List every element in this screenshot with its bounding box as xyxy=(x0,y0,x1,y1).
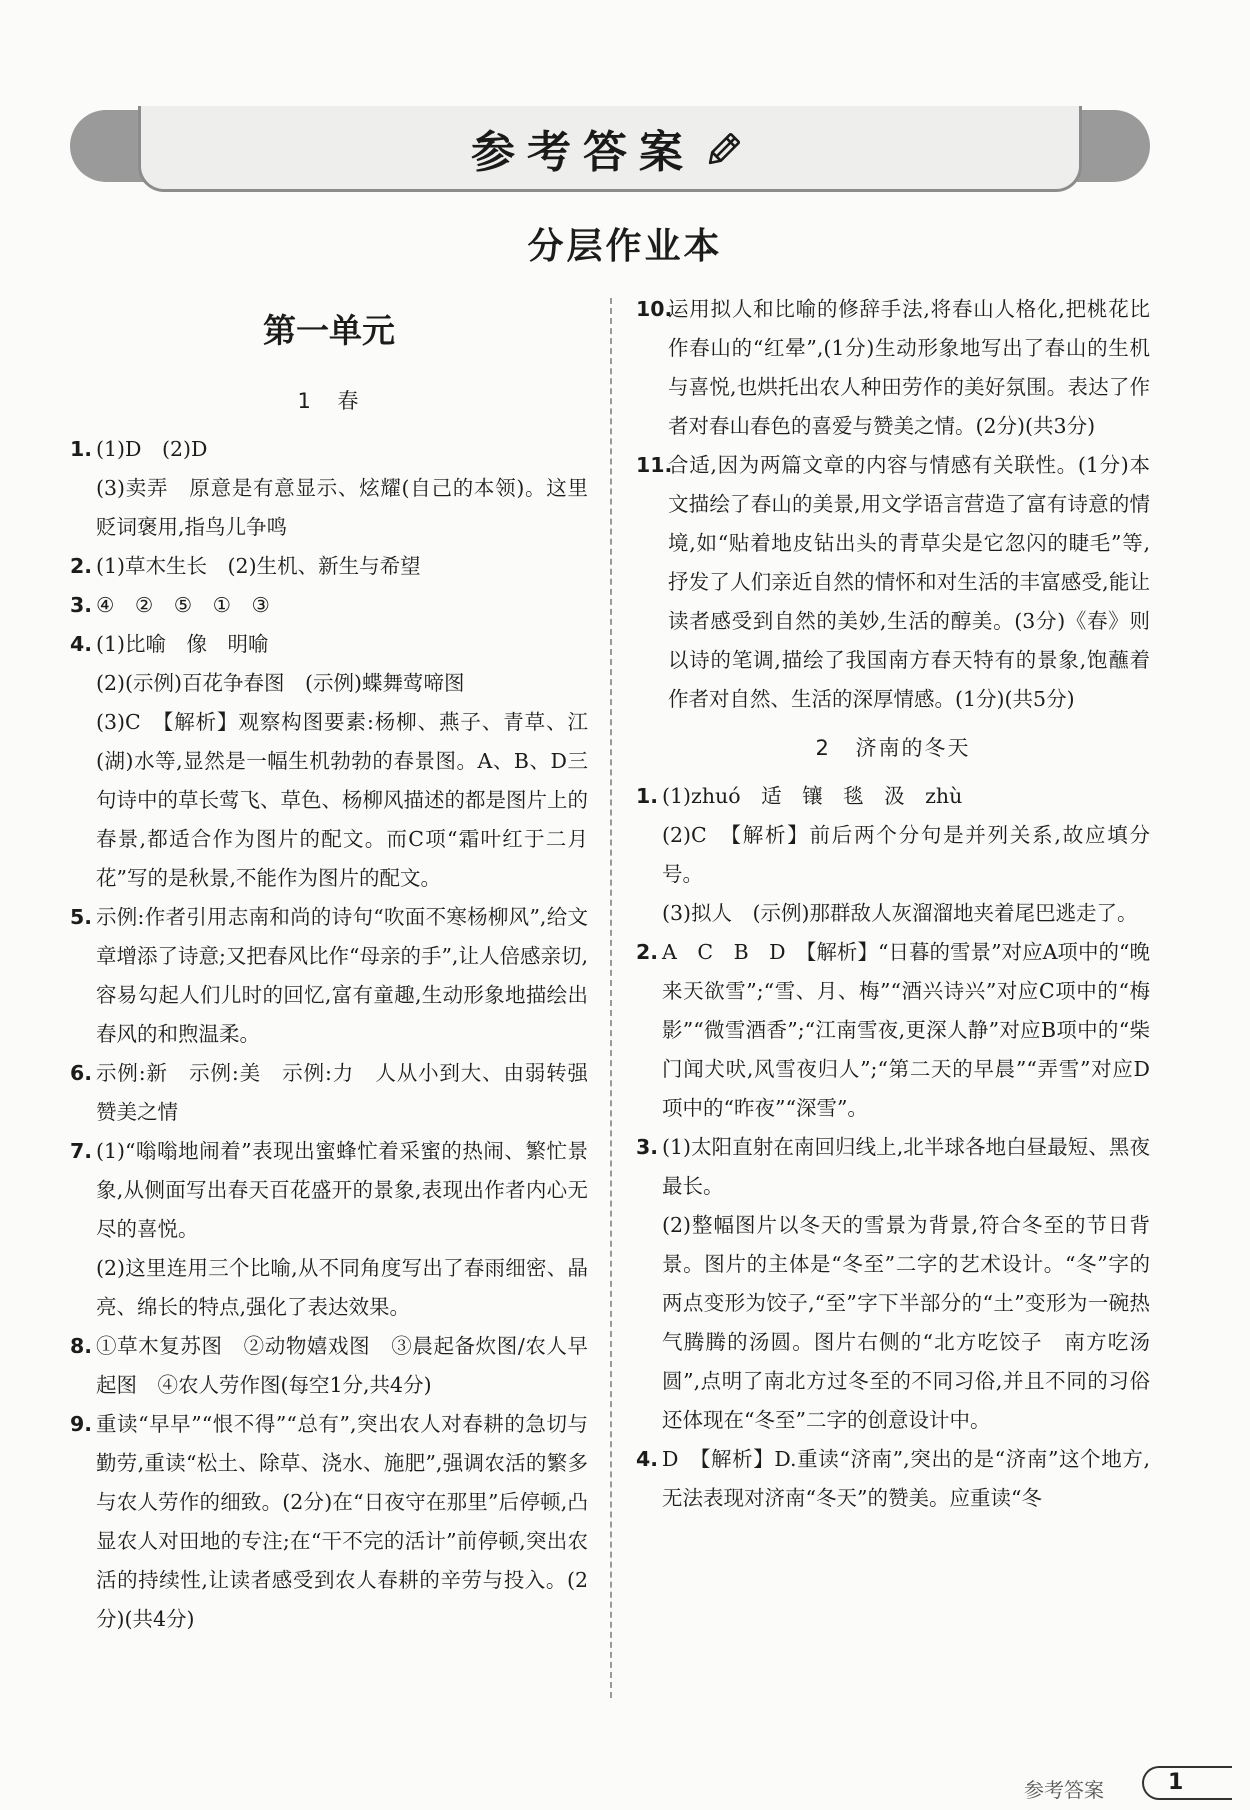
lesson-number: 2 xyxy=(815,736,831,760)
answer-line: ①草木复苏图 ②动物嬉戏图 ③晨起备炊图/农人早起图 ④农人劳作图(每空1分,共4分) xyxy=(96,1334,588,1397)
answer-list-right-b xyxy=(636,777,1150,1518)
answer-number: 9. xyxy=(70,1412,93,1436)
lesson-name: 春 xyxy=(337,389,361,413)
answer-number: 1. xyxy=(636,784,659,808)
answer-line: (1)zhuó 适 镶 毯 汲 zhù xyxy=(662,784,963,808)
answer-body xyxy=(96,430,588,547)
lesson-number: 1 xyxy=(297,389,313,413)
answer-body xyxy=(96,1405,588,1639)
answer-number: 6. xyxy=(70,1061,93,1085)
answer-body xyxy=(96,1327,588,1405)
pencil-icon xyxy=(701,124,749,172)
book-title: 分层作业本 xyxy=(527,226,723,267)
lesson-title-2 xyxy=(636,719,1150,777)
answer-line: (1)草木生长 (2)生机、新生与希望 xyxy=(96,554,421,578)
header-banner xyxy=(70,106,1150,196)
answer-line: (3)C 【解析】观察构图要素:杨柳、燕子、青草、江(湖)水等,显然是一幅生机勃勃的春景图。A、B、D三句诗中的草长莺飞、草色、杨柳风描述的都是图片上的春景,都适合作为图片的配文。而C项“霜叶红于二月花”写的是秋景,不能作为图片的配文。 xyxy=(96,710,588,890)
answer-number: 4. xyxy=(636,1447,659,1471)
answer-item xyxy=(70,1405,588,1639)
answer-number: 1. xyxy=(70,437,93,461)
answer-body xyxy=(96,1132,588,1327)
answer-item xyxy=(70,547,588,586)
lesson-name: 济南的冬天 xyxy=(855,736,971,760)
column-divider xyxy=(610,298,612,1698)
answer-line: (2)整幅图片以冬天的雪景为背景,符合冬至的节日背景。图片的主体是“冬至”二字的艺术设计。“冬”字的两点变形为饺子,“至”字下半部分的“土”变形为一碗热气腾腾的汤圆。图片右侧的“北方吃饺子 南方吃汤圆”,点明了南北方过冬至的不同习俗,并且不同的习俗还体现在“冬至”二字的创意设计中。 xyxy=(662,1213,1150,1432)
page-number: 1 xyxy=(1142,1766,1232,1800)
answer-number: 10. xyxy=(636,297,673,321)
answer-number: 2. xyxy=(636,940,659,964)
answer-body xyxy=(96,898,588,1054)
answer-number: 2. xyxy=(70,554,93,578)
answer-body xyxy=(96,625,588,898)
answer-line: 重读“早早”“恨不得”“总有”,突出农人对春耕的急切与勤劳,重读“松土、除草、浇水、施肥”,强调农活的繁多与农人劳作的细致。(2分)在“日夜守在那里”后停顿,凸显农人对田地的专注;在“干不完的活计”前停顿,突出农活的持续性,让读者感受到农人春耕的辛劳与投入。(2分)(共4分) xyxy=(96,1412,588,1631)
answer-body xyxy=(662,1440,1150,1518)
answer-item xyxy=(70,1327,588,1405)
answer-line: (1)“嗡嗡地闹着”表现出蜜蜂忙着采蜜的热闹、繁忙景象,从侧面写出春天百花盛开的景象,表现出作者内心无尽的喜悦。 xyxy=(96,1139,588,1241)
left-column xyxy=(70,290,609,1639)
answer-body xyxy=(668,290,1150,446)
answer-number: 8. xyxy=(70,1334,93,1358)
answer-item xyxy=(636,290,1150,446)
answer-body xyxy=(662,777,1150,933)
footer-label: 参考答案 xyxy=(1024,1778,1104,1802)
banner-plate xyxy=(138,106,1082,192)
answer-line: 示例:新 示例:美 示例:力 人从小到大、由弱转强 赞美之情 xyxy=(96,1061,609,1124)
answer-item xyxy=(70,625,588,898)
answer-number: 5. xyxy=(70,905,93,929)
answer-item xyxy=(636,1440,1150,1518)
answer-list-right-a xyxy=(636,290,1150,719)
answer-number: 4. xyxy=(70,632,93,656)
answer-line: (3)卖弄 原意是有意显示、炫耀(自己的本领)。这里贬词褒用,指鸟儿争鸣 xyxy=(96,476,588,539)
answer-line: D 【解析】D.重读“济南”,突出的是“济南”这个地方,无法表现对济南“冬天”的赞美。应重读“冬 xyxy=(662,1447,1150,1510)
answer-number: 3. xyxy=(70,593,93,617)
answer-list-left xyxy=(70,430,609,1639)
answer-item xyxy=(70,898,588,1054)
answer-item xyxy=(636,777,1150,933)
answer-body xyxy=(96,1054,609,1132)
answer-item xyxy=(70,1054,609,1132)
answer-body xyxy=(662,1128,1150,1440)
answer-item xyxy=(636,1128,1150,1440)
answer-number: 11. xyxy=(636,453,673,477)
answer-line: (2)(示例)百花争春图 (示例)蝶舞莺啼图 xyxy=(96,671,465,695)
answer-body xyxy=(96,547,588,586)
answer-line: 合适,因为两篇文章的内容与情感有关联性。(1分)本文描绘了春山的美景,用文学语言营造了富有诗意的情境,如“贴着地皮钻出头的青草尖是它忽闪的睫毛”等,抒发了人们亲近自然的情怀和对生活的丰富感受,能让读者感受到自然的美妙,生活的醇美。(3分)《春》则以诗的笔调,描绘了我国南方春天特有的景象,饱蘸着作者对自然、生活的深厚情感。(1分)(共5分) xyxy=(668,453,1150,711)
answer-line: (2)这里连用三个比喻,从不同角度写出了春雨细密、晶亮、绵长的特点,强化了表达效果。 xyxy=(96,1256,588,1319)
answer-line: (2)C 【解析】前后两个分句是并列关系,故应填分号。 xyxy=(662,823,1150,886)
answer-line: (1)太阳直射在南回归线上,北半球各地白昼最短、黑夜最长。 xyxy=(662,1135,1150,1198)
answer-line: ④ ② ⑤ ① ③ xyxy=(96,593,270,617)
answer-body xyxy=(662,933,1150,1128)
answer-number: 3. xyxy=(636,1135,659,1159)
answer-line: (1)比喻 像 明喻 xyxy=(96,632,269,656)
answer-item xyxy=(636,933,1150,1128)
answer-item xyxy=(70,430,588,547)
banner-title: 参考答案 xyxy=(471,126,695,178)
answer-line: 运用拟人和比喻的修辞手法,将春山人格化,把桃花比作春山的“红晕”,(1分)生动形象地写出了春山的生机与喜悦,也烘托出农人种田劳作的美好氛围。表达了作者对春山春色的喜爱与赞美之情。(2分)(共3分) xyxy=(668,297,1150,438)
answer-line: (3)拟人 (示例)那群敌人灰溜溜地夹着尾巴逃走了。 xyxy=(662,901,1138,925)
answer-line: A C B D 【解析】“日暮的雪景”对应A项中的“晚来天欲雪”;“雪、月、梅”“酒兴诗兴”对应C项中的“梅影”“微雪酒香”;“江南雪夜,更深人静”对应B项中的“柴门闻犬吠,风雪夜归人”;“第二天的早晨”“弄雪”对应D项中的“昨夜”“深雪”。 xyxy=(662,940,1150,1120)
answer-body xyxy=(96,586,588,625)
lesson-title-1 xyxy=(70,372,588,430)
answer-item xyxy=(70,586,588,625)
answer-number: 7. xyxy=(70,1139,93,1163)
answer-body xyxy=(668,446,1150,719)
answer-item xyxy=(70,1132,588,1327)
unit-title: 第一单元 xyxy=(263,311,395,350)
answer-item xyxy=(636,446,1150,719)
answer-line: (1)D (2)D xyxy=(96,437,208,461)
answer-line: 示例:作者引用志南和尚的诗句“吹面不寒杨柳风”,给文章增添了诗意;又把春风比作“母亲的手”,让人倍感亲切,容易勾起人们儿时的回忆,富有童趣,生动形象地描绘出春风的和煦温柔。 xyxy=(96,905,588,1046)
right-column xyxy=(636,290,1150,1518)
